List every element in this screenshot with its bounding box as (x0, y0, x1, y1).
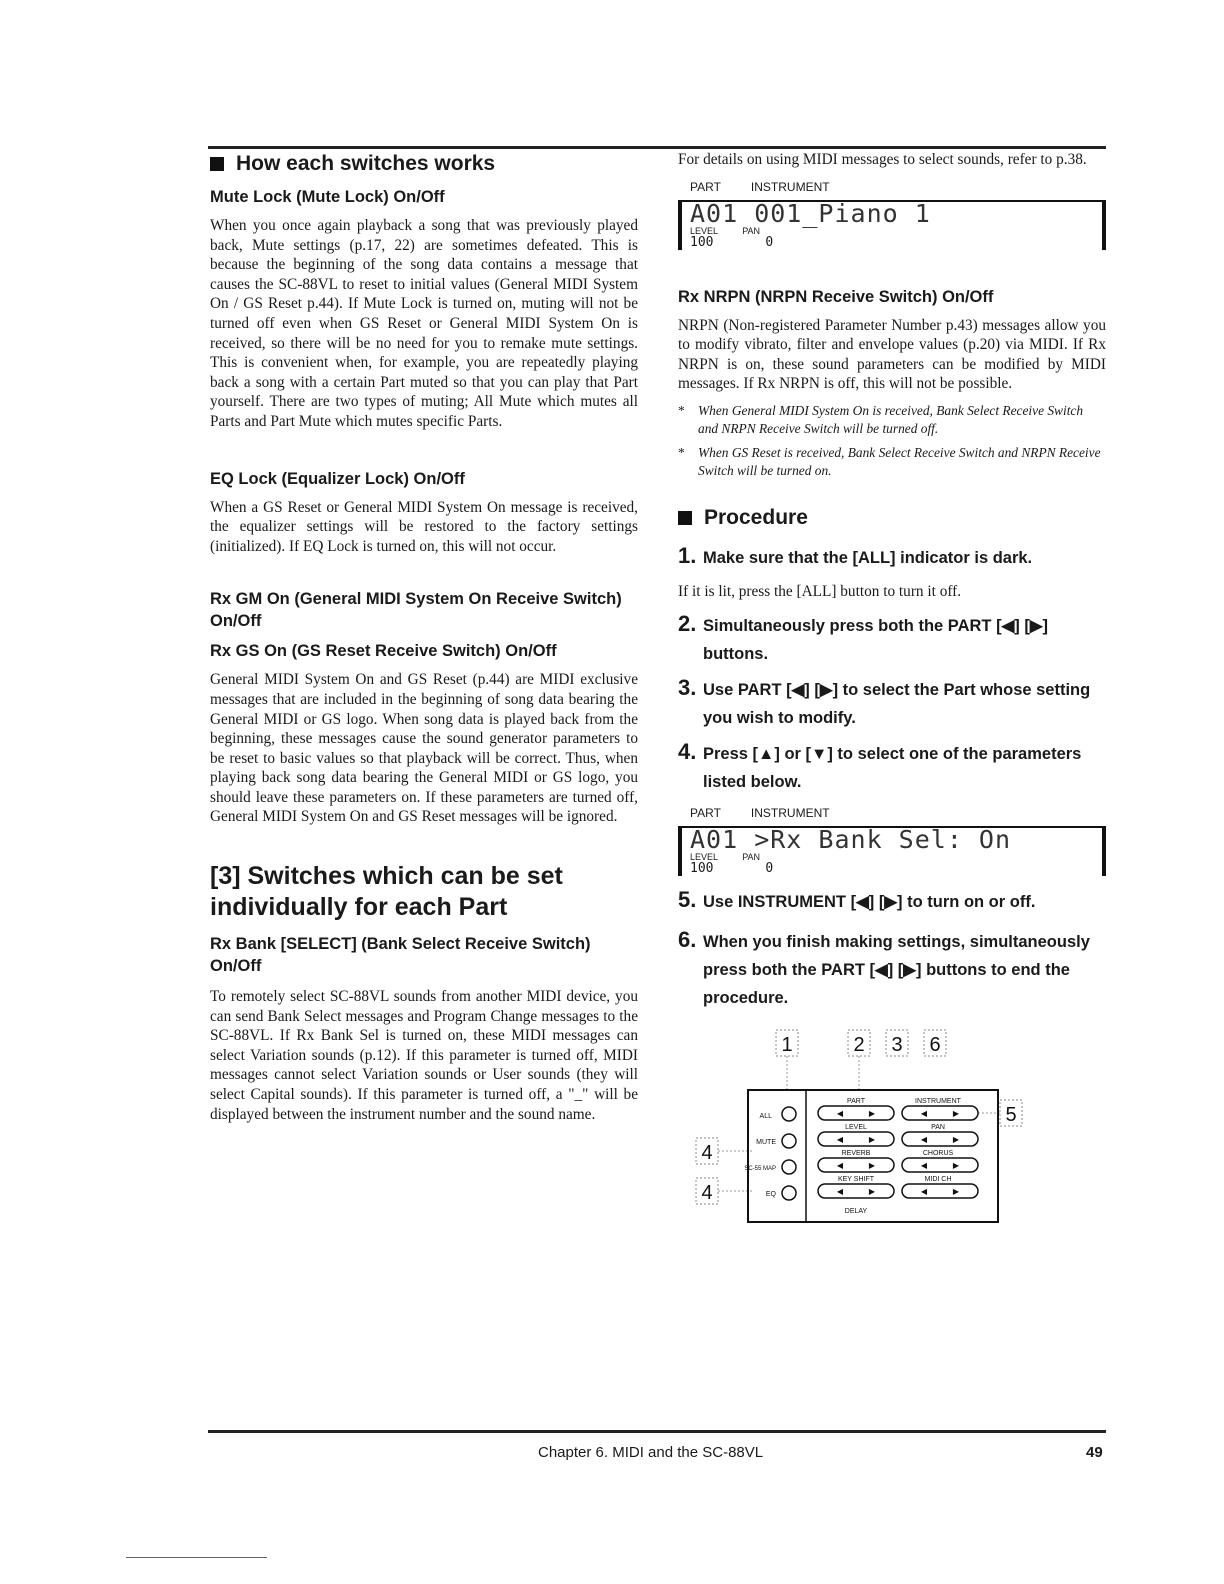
rx-nrpn-heading: Rx NRPN (NRPN Receive Switch) On/Off (678, 287, 994, 306)
note-1 (678, 402, 1106, 438)
eq-button[interactable] (782, 1186, 796, 1200)
section-title-text: How each switches works (236, 152, 496, 175)
procedure-title-text: Procedure (704, 505, 808, 529)
chorus-row-label: CHORUS (922, 1149, 954, 1157)
eq-lock-heading: EQ Lock (Equalizer Lock) On/Off (210, 469, 465, 488)
level-row-label: LEVEL (845, 1123, 867, 1131)
left-arrow-icon: ◀ (836, 1186, 844, 1196)
bullet-square-icon (678, 511, 692, 525)
left-arrow-icon: ◀ (920, 1186, 928, 1196)
right-arrow-icon: ▶ (952, 1134, 960, 1144)
callout-4a: 4 (701, 1141, 713, 1164)
eq-label: EQ (765, 1190, 776, 1198)
left-arrow-icon: ◀ (836, 1134, 844, 1144)
pan-row-label: PAN (931, 1123, 945, 1131)
step-2-num: 2. (678, 610, 697, 636)
keyshift-row-label: KEY SHIFT (837, 1175, 875, 1183)
left-arrow-icon: ◀ (920, 1134, 928, 1144)
step-6-num: 6. (678, 926, 697, 952)
right-arrow-icon: ▶ (952, 1160, 960, 1170)
right-arrow-icon: ▶ (952, 1186, 960, 1196)
rx-bank-heading: Rx Bank [SELECT] (Bank Select Receive Switch) On/Off (210, 935, 591, 976)
lcd-2-pan-label: PAN (742, 851, 761, 862)
procedure-title (678, 506, 1106, 530)
part-row-label: PART (846, 1097, 866, 1105)
lcd-1-level-label: LEVEL (690, 225, 718, 236)
note-2-text: When GS Reset is received, Bank Select Receive Switch and NRPN Receive Switch will be turned on. (698, 444, 1101, 478)
reverb-row-label: REVERB (841, 1149, 871, 1157)
lcd-1-pan-value: 0 (765, 234, 774, 250)
lcd-1-screen (678, 200, 1106, 250)
left-arrow-icon: ◀ (836, 1160, 844, 1170)
rx-nrpn-text: NRPN (Non-registered Parameter Number p.43) messages allow you to modify vibrato, filter and envelope values (p.20) via MIDI. If Rx NRPN is on, these sound parameters can be modified by MIDI messages. If Rx NRPN is off, this will not be possible. (678, 316, 1106, 393)
footer-page-number: 49 (1086, 1444, 1103, 1461)
lcd-2-main: A01 >Rx Bank Sel: On (690, 824, 1012, 854)
step-1-num: 1. (678, 542, 697, 568)
bullet-square-icon (210, 157, 224, 171)
mute-button[interactable] (782, 1134, 796, 1148)
reverb-button-pill[interactable] (818, 1158, 894, 1172)
footer-chapter: Chapter 6. MIDI and the SC-88VL (538, 1444, 764, 1461)
midich-button-pill[interactable] (902, 1184, 978, 1198)
map-label: SC-55 MAP (744, 1165, 776, 1172)
link-underline (126, 1557, 267, 1558)
lcd-1-pan-label: PAN (742, 225, 761, 236)
right-arrow-icon: ▶ (868, 1108, 876, 1118)
instrument-button-pill[interactable] (902, 1106, 978, 1120)
lcd-1-level-value: 100 (690, 234, 714, 250)
note-1-text: When General MIDI System On is received, Bank Select Receive Switch and NRPN Receive Switch will be turned off. (698, 402, 1084, 436)
callout-6: 6 (929, 1033, 941, 1056)
mute-lock-text: When you once again playback a song that was previously played back, Mute settings (p.17, 22) are sometimes defeated. This is because the beginning of the song data contains a message that causes the SC-88VL to reset to initial values (General MIDI System On / GS Reset p.44). If Mute Lock is turned on, muting will not be turned off even when GS Reset or General MIDI System On is received, so there will be no need for you to remake mute settings. This is convenient when, for example, you are repeatedly playing back a song with a certain Part muted so that you can play that Part yourself. There are two types of muting; All Mute which mutes all Parts and Part Mute which mutes specific Parts. (210, 217, 638, 430)
lcd-2-level-label: LEVEL (690, 851, 718, 862)
lcd-2-part-label: PART (690, 805, 721, 820)
lcd-2-level-value: 100 (690, 860, 714, 876)
step-2 (678, 612, 1106, 668)
step-1 (678, 544, 1106, 572)
intro-text: For details on using MIDI messages to select sounds, refer to p.38. (678, 151, 1087, 168)
level-button-pill[interactable] (818, 1132, 894, 1146)
rx-gs-heading: Rx GS On (GS Reset Receive Switch) On/Off (210, 642, 557, 661)
eq-lock-text: When a GS Reset or General MIDI System On message is received, the equalizer settings will be restored to the factory settings (initialized). If EQ Lock is turned on, this will not occur. (210, 498, 638, 555)
lcd-2-pan-value: 0 (765, 860, 774, 876)
all-button[interactable] (782, 1107, 796, 1121)
step-4-num: 4. (678, 738, 697, 764)
step-6-text: When you finish making settings, simultaneously press both the PART [◀] [▶] buttons to end the procedure. (703, 932, 1090, 1007)
pan-button-pill[interactable] (902, 1132, 978, 1146)
step-3-num: 3. (678, 674, 697, 700)
lcd-display-2 (678, 806, 1106, 876)
step-1-text: Make sure that the [ALL] indicator is dark. (703, 548, 1033, 567)
chorus-button-pill[interactable] (902, 1158, 978, 1172)
right-arrow-icon: ▶ (868, 1134, 876, 1144)
step-3-text: Use PART [◀] [▶] to select the Part whose setting you wish to modify. (703, 680, 1091, 727)
asterisk-icon: * (678, 444, 685, 460)
big-section-title: [3] Switches which can be set individually for each Part (210, 862, 563, 922)
step-4 (678, 740, 1106, 796)
step-1-note: If it is lit, press the [ALL] button to turn it off. (678, 582, 962, 600)
callout-2: 2 (853, 1033, 865, 1056)
right-arrow-icon: ▶ (952, 1108, 960, 1118)
lcd-2-labels (690, 806, 1106, 820)
asterisk-icon: * (678, 402, 685, 418)
lcd-1-instrument-label: INSTRUMENT (750, 179, 830, 194)
lcd-2-screen (678, 826, 1106, 876)
midich-row-label: MIDI CH (924, 1175, 952, 1183)
step-6 (678, 928, 1106, 1012)
step-3 (678, 676, 1106, 732)
lcd-1-labels (690, 180, 1106, 194)
left-arrow-icon: ◀ (836, 1108, 844, 1118)
step-4-text: Press [▲] or [▼] to select one of the parameters listed below. (703, 744, 1082, 791)
step-5-text: Use INSTRUMENT [◀] [▶] to turn on or off. (703, 892, 1036, 911)
lcd-2-values (690, 861, 773, 876)
callout-5: 5 (1005, 1103, 1017, 1126)
callout-1: 1 (781, 1033, 793, 1056)
lcd-2-instrument-label: INSTRUMENT (750, 805, 830, 820)
mute-label: MUTE (756, 1138, 776, 1146)
front-panel-diagram (688, 1020, 1068, 1230)
map-button[interactable] (782, 1160, 796, 1174)
section-title (210, 152, 638, 176)
step-5-num: 5. (678, 886, 697, 912)
rx-gm-text: General MIDI System On and GS Reset (p.44) are MIDI exclusive messages that are included in the beginning of song data bearing the General MIDI or GS logo. When song data is played back from the beginning, these messages cause the sound generator parameters to be reset to basic values so that playback will be correct. Thus, when playing back song data bearing the General MIDI or GS logo, you should leave these parameters on. If these parameters are turned off, General MIDI System On and GS Reset messages will be ignored. (210, 671, 638, 826)
rx-gm-heading: Rx GM On (General MIDI System On Receive Switch) On/Off (210, 590, 622, 631)
right-arrow-icon: ▶ (868, 1160, 876, 1170)
all-label: ALL (759, 1112, 772, 1120)
lcd-1-part-label: PART (690, 179, 721, 194)
step-2-text: Simultaneously press both the PART [◀] [▶] buttons. (703, 616, 1049, 663)
bottom-rule (208, 1430, 1106, 1433)
step-5 (678, 888, 1106, 916)
part-button-pill[interactable] (818, 1106, 894, 1120)
left-column (210, 150, 638, 1124)
left-arrow-icon: ◀ (920, 1160, 928, 1170)
top-rule (208, 146, 1106, 149)
callout-3: 3 (891, 1033, 903, 1056)
rx-bank-text: To remotely select SC-88VL sounds from another MIDI device, you can send Bank Select messages and Program Change messages to the SC-88VL. If Rx Bank Sel is turned on, these MIDI messages can select Variation sounds (p.12). If this parameter is turned off, MIDI messages cannot select Variation sounds or User sounds (they will select Capital sounds). If this parameter is turned off, a "_" will be displayed between the instrument number and the sound name. (210, 988, 638, 1123)
right-arrow-icon: ▶ (868, 1186, 876, 1196)
delay-row-label: DELAY (844, 1207, 868, 1215)
callout-4b: 4 (701, 1181, 713, 1204)
right-column (678, 150, 1106, 1235)
left-arrow-icon: ◀ (920, 1108, 928, 1118)
mute-lock-heading: Mute Lock (Mute Lock) On/Off (210, 188, 445, 206)
note-2 (678, 444, 1106, 480)
lcd-1-main: A01 001_Piano 1 (690, 198, 931, 228)
keyshift-button-pill[interactable] (818, 1184, 894, 1198)
instrument-row-label: INSTRUMENT (915, 1097, 961, 1105)
lcd-display-1 (678, 180, 1106, 250)
lcd-1-values (690, 235, 773, 250)
